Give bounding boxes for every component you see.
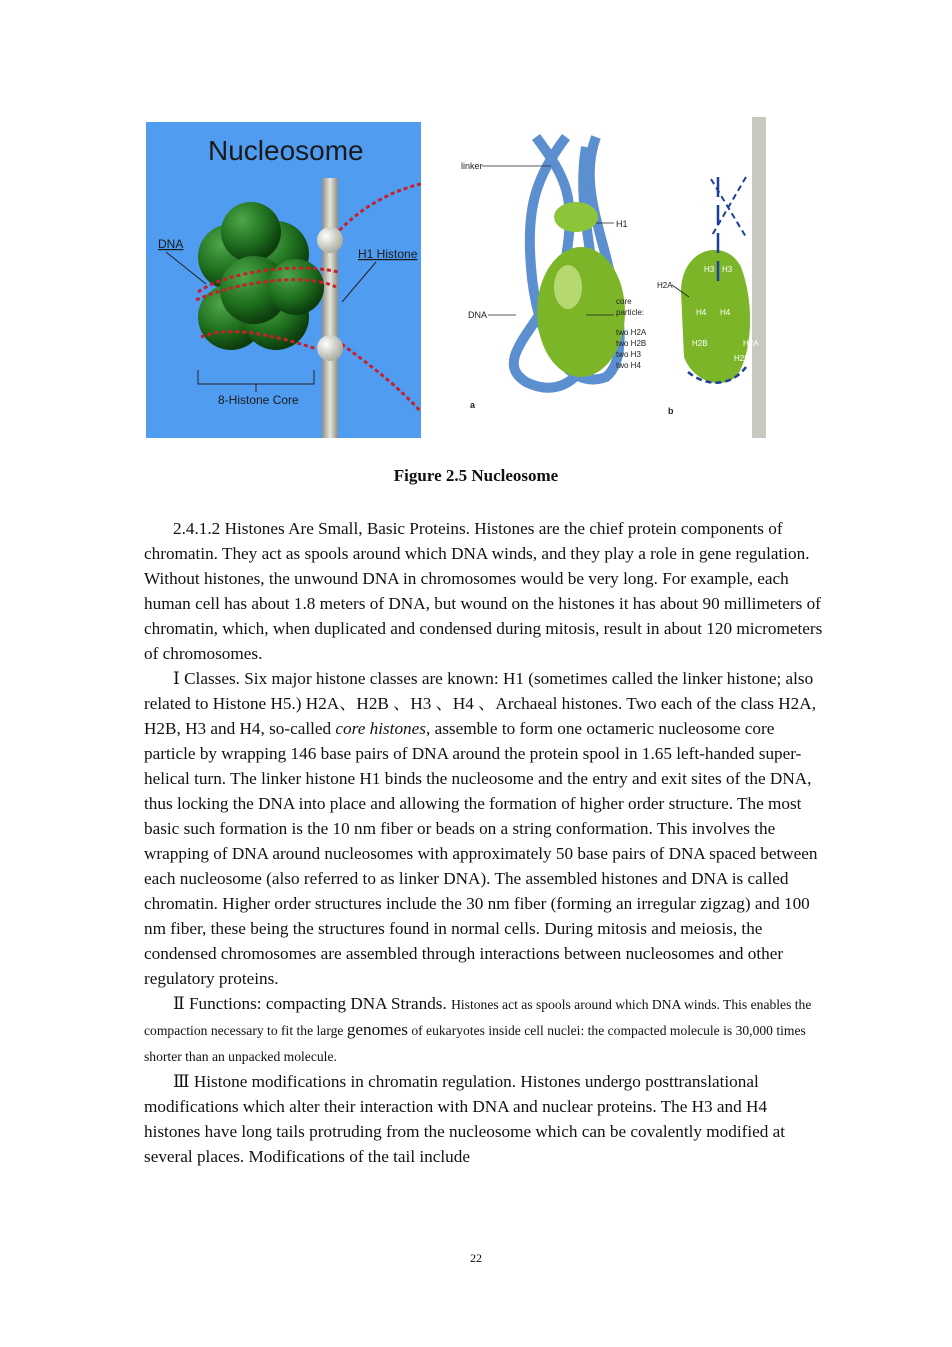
paragraph-text: Ⅰ Classes. Six major histone classes are known: H1 (sometimes called the linker histone; also related to Histone H5.) H2A、H2B 、H3 、H4 、Archaeal histones. Two each of the class H2A, H2B, H3 and H4, so-called <box>144 669 816 738</box>
panel-b-letter: b <box>668 406 674 416</box>
paragraph-text: Histones act as spools around which DNA winds. This enables the compaction necessary to fit the large <box>144 997 812 1038</box>
h1-bead <box>317 227 343 253</box>
paragraph-text: of eukaryotes inside cell nuclei: the compacted molecule is 30,000 times shorter than an unpacked molecule. <box>144 1023 806 1064</box>
h4-label: H4 <box>720 308 731 317</box>
core-line: core <box>616 297 632 306</box>
core-line: two H2A <box>616 328 647 337</box>
core-line: two H2B <box>616 339 647 348</box>
core-line: two H3 <box>616 350 641 359</box>
paragraph-text: genomes <box>346 1020 408 1039</box>
nucleosome-diagram <box>456 117 766 438</box>
h4-label: H4 <box>696 308 707 317</box>
h3-label: H3 <box>722 265 733 274</box>
paragraph <box>144 991 824 1069</box>
nucleosome-illustration <box>146 122 421 438</box>
core-line: two H4 <box>616 361 641 370</box>
core-line: particle: <box>616 308 645 317</box>
body-text <box>144 516 824 1169</box>
italic-term: core histones <box>335 719 426 738</box>
core-particle <box>537 247 625 377</box>
figure-title: Nucleosome <box>208 135 364 166</box>
dna-label: DNA <box>158 237 184 251</box>
h1-label: H1 <box>616 219 628 229</box>
paragraph <box>144 666 824 991</box>
page-number: 22 <box>470 1251 482 1265</box>
h2a-label: H2A <box>743 339 759 348</box>
h2b-label: H2B <box>692 339 708 348</box>
paragraph-text: , assemble to form one octameric nucleosome core particle by wrapping 146 base pairs of DNA around the protein spool in 1.65 left-handed super-helical turn. The linker histone H1 binds the nucleosome and the entry and exit sites of the DNA, thus locking the DNA into place and allowing the formation of higher order structure. The most basic such formation is the 10 nm fiber or beads on a string conformation. This involves the wrapping of DNA around nucleosomes with approximately 50 base pairs of DNA spaced between each nucleosome (also referred to as linker DNA). The assembled histones and DNA is called chromatin. Higher order structures include the 30 nm fiber (forming an irregular zigzag) and 100 nm fiber, these being the structures found in normal cells. During mitosis and meiosis, the condensed chromosomes are assembled through interactions between nucleosomes and other regulatory proteins. <box>144 719 818 988</box>
linker-label: linker <box>461 161 483 171</box>
h2b-label: H2B <box>734 354 750 363</box>
dna-label: DNA <box>468 310 488 320</box>
figure-caption: Figure 2.5 Nucleosome <box>393 466 559 485</box>
h1-bead <box>317 335 343 361</box>
paragraph: Ⅲ Histone modifications in chromatin regulation. Histones undergo posttranslational modifications which alter their interaction with DNA and nuclear proteins. The H3 and H4 histones have long tails protruding from the nucleosome which can be covalently modified at several places. Modifications of the tail include <box>144 1072 786 1166</box>
scan-edge <box>752 117 766 438</box>
core-label: 8-Histone Core <box>218 393 299 407</box>
h1-shape <box>554 202 598 232</box>
paragraph: 2.4.1.2 Histones Are Small, Basic Proteins. Histones are the chief protein components of chromatin. They act as spools around which DNA winds, and they play a role in gene regulation. Without histones, the unwound DNA in chromosomes would be very long. For example, each human cell has about 1.8 meters of DNA, but wound on the histones it has about 90 millimeters of chromatin, which, when duplicated and condensed during mitosis, result in about 120 micrometers of chromosomes. <box>144 519 823 663</box>
h1-rod <box>322 178 338 438</box>
h1-label: H1 Histone <box>358 247 418 261</box>
panel-a-letter: a <box>470 400 476 410</box>
paragraph-heading: Ⅱ Functions: compacting DNA Strands. <box>173 994 452 1013</box>
h2a-label: H2A <box>657 281 673 290</box>
h3-label: H3 <box>704 265 715 274</box>
